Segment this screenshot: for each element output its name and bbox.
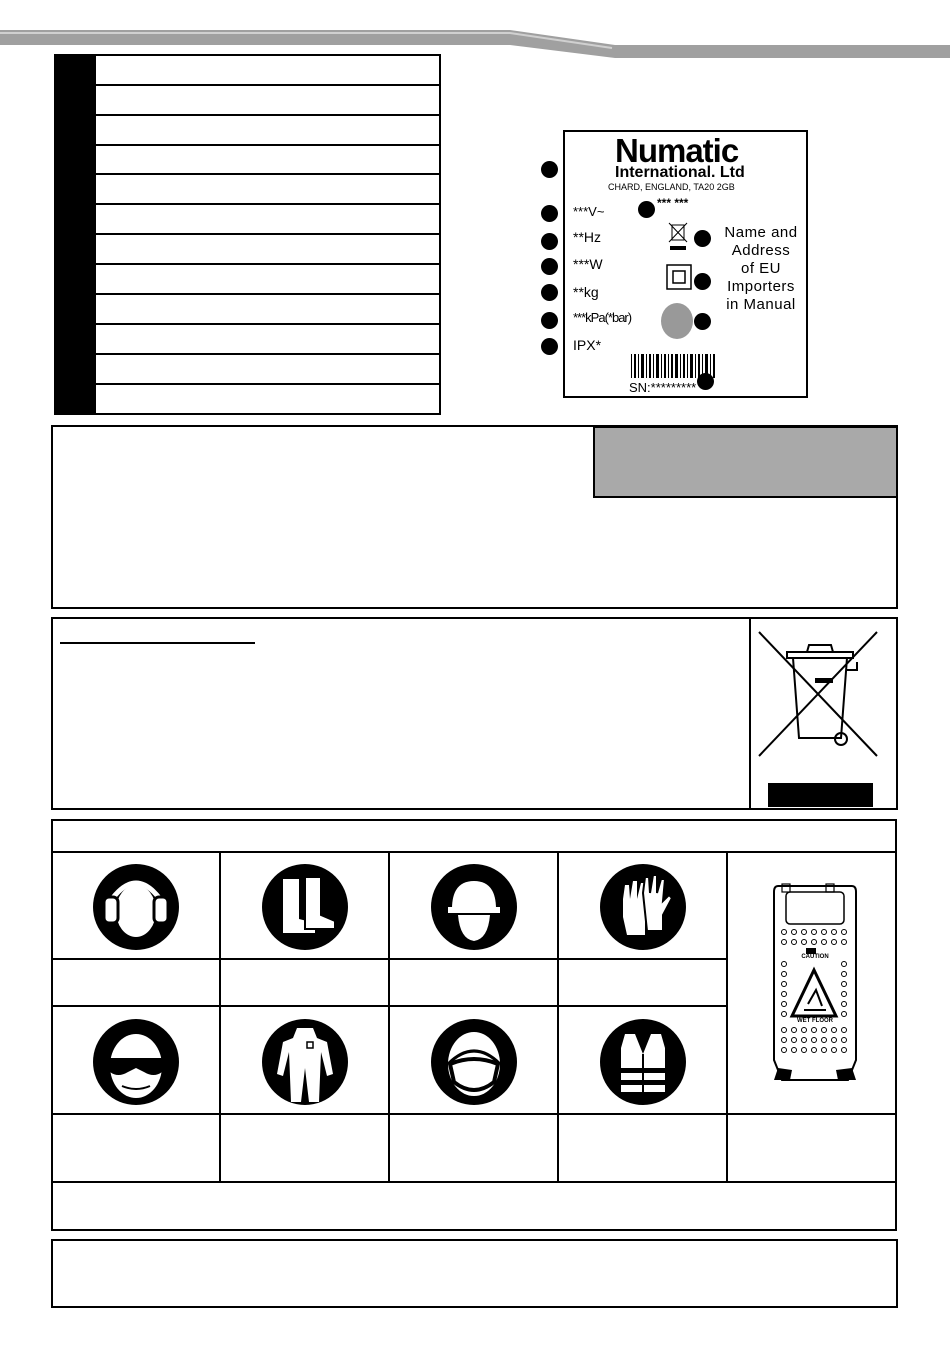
callout-dot	[541, 338, 558, 355]
plate-company: International. Ltd	[615, 164, 745, 181]
grid-line	[51, 851, 897, 853]
footer-box	[51, 1239, 898, 1308]
plate-code: *** ***	[657, 196, 689, 210]
ear-protection-icon	[92, 863, 180, 951]
table-row	[96, 175, 439, 205]
hard-hat-icon	[430, 863, 518, 951]
callout-dot	[541, 312, 558, 329]
face-mask-icon	[430, 1018, 518, 1106]
plate-frequency: **Hz	[573, 229, 602, 245]
gray-header-box	[593, 426, 898, 498]
grid-line	[726, 851, 728, 1182]
importers-note-1: Name and	[724, 224, 798, 241]
double-insulation-icon	[666, 264, 692, 290]
eye-protection-icon	[92, 1018, 180, 1106]
table-row	[96, 295, 439, 325]
importers-note-5: in Manual	[726, 296, 796, 313]
table-row	[96, 145, 439, 175]
callout-dot	[541, 205, 558, 222]
table-row	[96, 235, 439, 265]
divider	[749, 617, 751, 810]
plate-address: CHARD, ENGLAND, TA20 2GB	[608, 182, 735, 192]
table-row	[96, 265, 439, 295]
callout-dot	[697, 373, 714, 390]
sign-caution-label: CAUTION	[801, 954, 829, 960]
plate-ip-rating: IPX*	[573, 337, 602, 353]
wet-floor-sign-icon	[770, 880, 860, 1090]
grid-line	[51, 1113, 897, 1115]
grid-line	[388, 851, 390, 1182]
table-row	[96, 56, 439, 86]
grid-line	[51, 1181, 897, 1183]
callout-dot	[541, 258, 558, 275]
importers-note-3: of EU	[740, 260, 781, 277]
table-row	[96, 325, 439, 355]
table-row	[96, 205, 439, 235]
plate-power: ***W	[573, 256, 603, 272]
table-row	[96, 355, 439, 385]
plate-weight: **kg	[573, 284, 599, 300]
sign-wet-floor-label: WET FLOOR	[797, 1018, 833, 1024]
importers-note-4: Importers	[727, 278, 795, 295]
callout-dot	[694, 230, 711, 247]
safety-boots-icon	[261, 863, 349, 951]
callout-dot	[541, 284, 558, 301]
gray-seal	[661, 303, 693, 339]
number-column	[56, 56, 96, 413]
numbered-parts-table	[54, 54, 441, 415]
plate-voltage: ***V~	[573, 204, 605, 219]
callout-dot	[541, 161, 558, 178]
protective-overalls-icon	[261, 1018, 349, 1106]
small-weee-icon	[667, 220, 689, 252]
table-row	[96, 86, 439, 116]
rating-plate	[563, 130, 808, 398]
importers-note-2: Address	[731, 242, 791, 259]
callout-dot	[541, 233, 558, 250]
table-row	[96, 116, 439, 146]
grid-line	[557, 851, 559, 1182]
hi-vis-vest-icon	[599, 1018, 687, 1106]
heading-underline	[60, 642, 255, 644]
plate-brand: Numatic	[615, 132, 739, 169]
gloves-icon	[599, 863, 687, 951]
plate-pressure: ***kPa(*bar)	[573, 310, 632, 325]
plate-serial: SN:*********	[629, 380, 697, 395]
callout-dot	[694, 313, 711, 330]
weee-bin-icon	[757, 628, 883, 760]
grid-line	[219, 851, 221, 1182]
callout-dot	[694, 273, 711, 290]
callout-dot	[638, 201, 655, 218]
weee-black-bar	[768, 783, 873, 807]
